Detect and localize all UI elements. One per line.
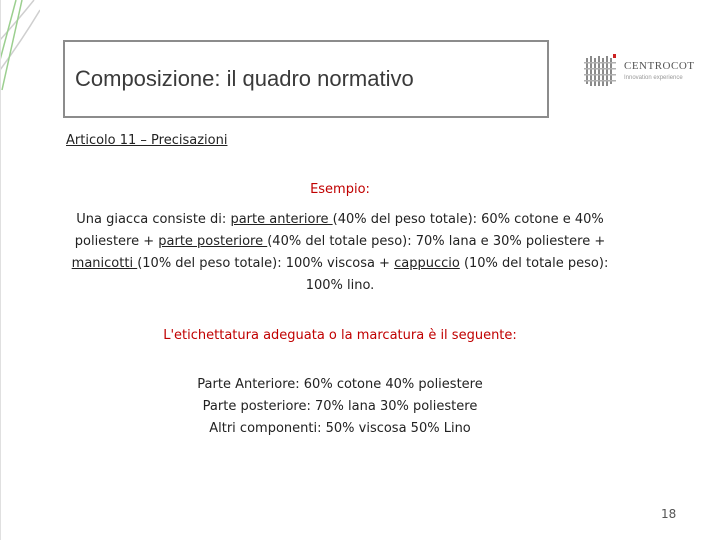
para-intro: Una giacca consiste di: [76, 212, 231, 227]
page-number: 18 [661, 507, 677, 521]
para-part3-label: manicotti [71, 256, 138, 271]
example-label: Esempio: [310, 182, 370, 197]
centrocot-logo [584, 54, 694, 92]
para-part3-text: (10% del peso totale): 100% viscosa + [137, 256, 395, 271]
label-line-title: Altri componenti [209, 421, 318, 436]
para-part2-label: parte posteriore [158, 234, 268, 249]
label-line-value: 60% cotone 40% poliestere [299, 377, 483, 392]
para-part4-text: (10% del totale peso): 100% lino. [305, 256, 609, 293]
label-lines [130, 374, 550, 440]
labeling-note-text: L'etichettatura adeguata o la marcatura è il seguente: [163, 328, 517, 343]
label-line-value: : 50% viscosa 50% Lino [317, 421, 471, 436]
labeling-note [0, 328, 680, 343]
para-part1-label: parte anteriore [230, 212, 333, 227]
title-box [63, 40, 549, 118]
label-line-value: 70% lana 30% poliestere [310, 399, 478, 414]
example-paragraph [60, 209, 620, 297]
para-part4-label: cappuccio [394, 256, 460, 271]
decorative-lines [0, 0, 40, 540]
logo-grid-icon [584, 54, 618, 90]
subheading: Articolo 11 – Precisazioni [66, 133, 228, 148]
label-line-title: Parte Anteriore: [197, 377, 300, 392]
slide-title: Composizione: il quadro normativo [75, 66, 414, 91]
label-line-title: Parte posteriore: [202, 399, 311, 414]
label-line [130, 418, 550, 440]
label-line [130, 396, 550, 418]
para-part2-text: (40% del totale peso): 70% lana e 30% poliestere + [267, 234, 606, 249]
logo-name: CENTROCOT [624, 60, 695, 72]
logo-tagline: Innovation experience [624, 75, 683, 81]
label-line [130, 374, 550, 396]
para-part1-text: (40% del peso totale): 60% cotone e 40% poliestere + [74, 212, 604, 249]
